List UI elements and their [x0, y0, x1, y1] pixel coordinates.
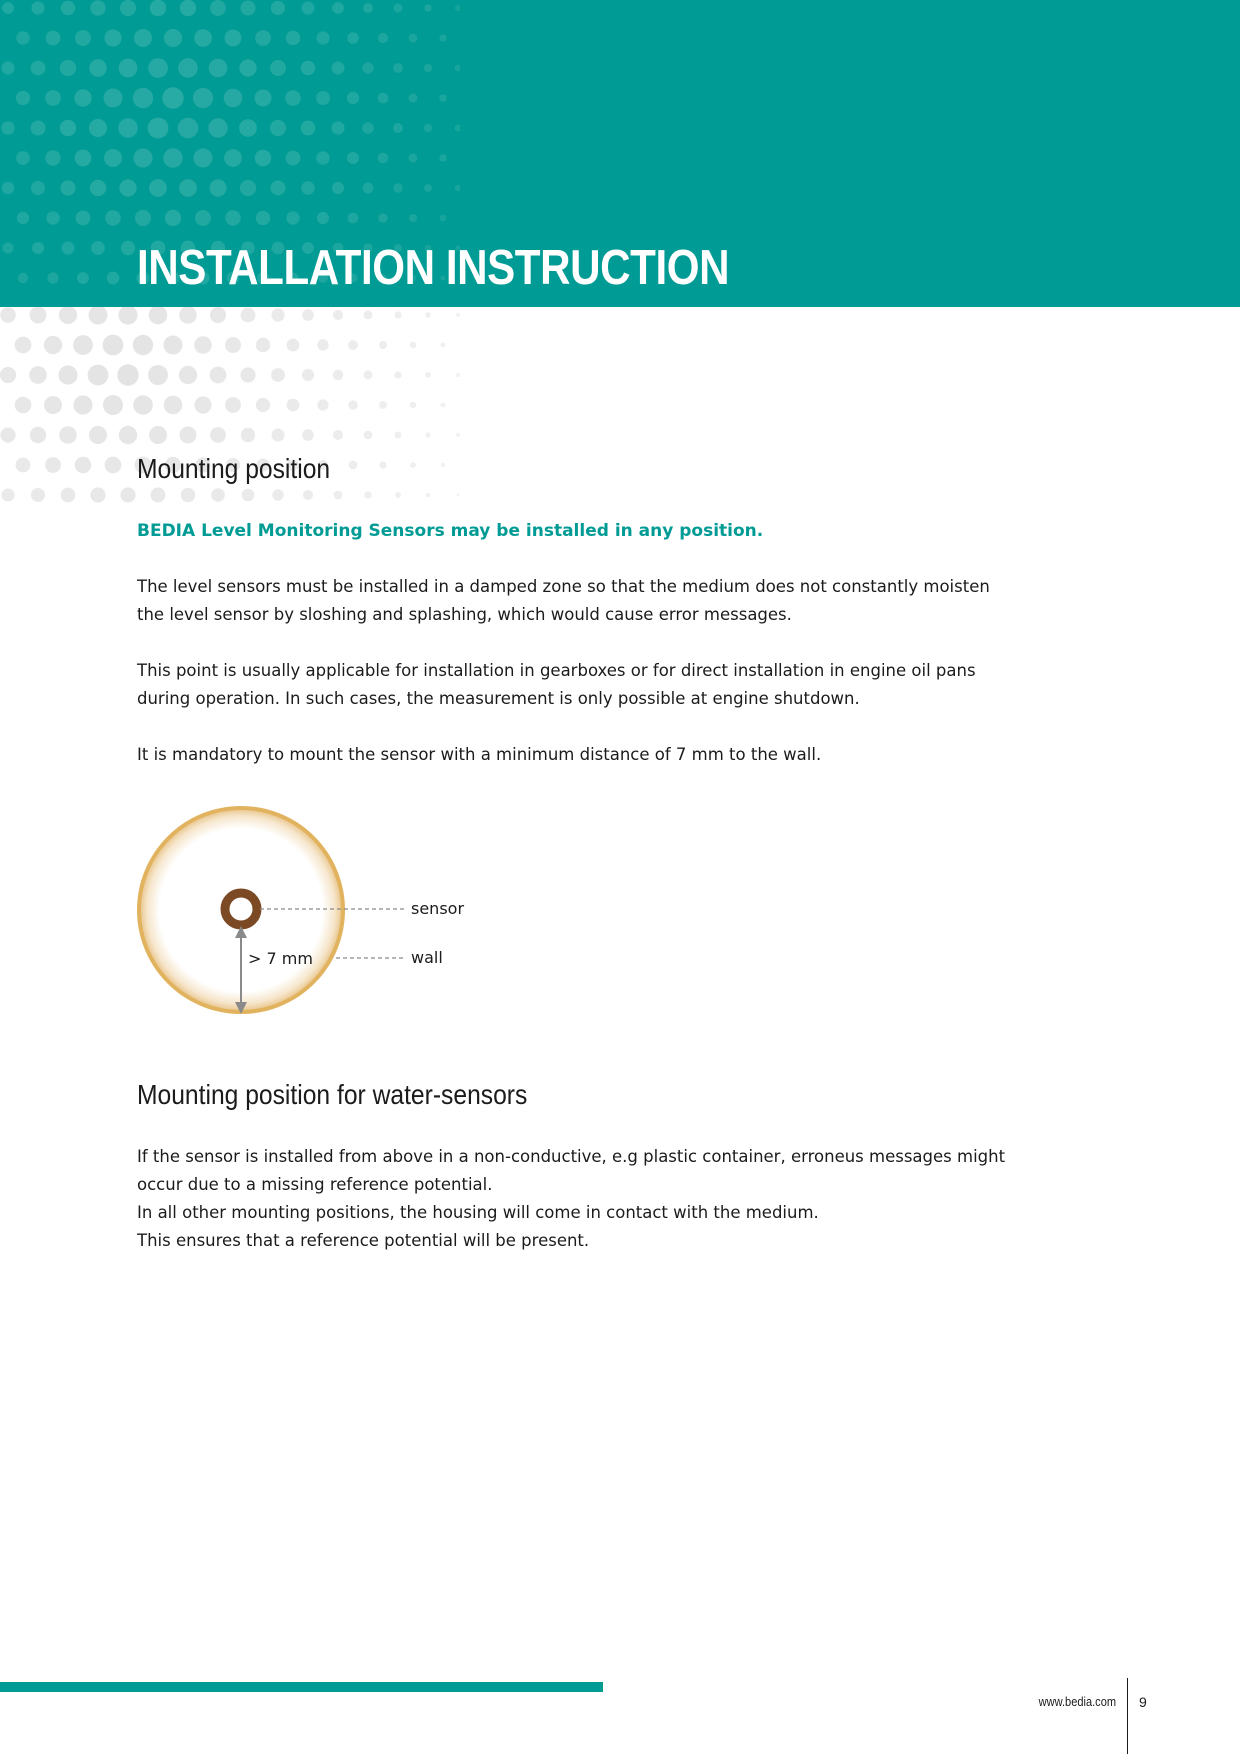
section-heading-water-sensors: Mounting position for water-sensors — [137, 1079, 528, 1110]
decorative-dot — [210, 427, 226, 443]
decorative-dot — [424, 64, 432, 72]
decorative-dot — [2, 489, 15, 502]
decorative-dot — [364, 311, 373, 320]
paragraph-minimum-distance: It is mandatory to mount the sensor with a minimum distance of 7 mm to the wall. — [137, 745, 822, 764]
paragraph-damped-zone: The level sensors must be installed in a damped zone so that the medium does not constantly moisten the level sensor by sloshing and splashing, which would cause error messages. — [137, 577, 990, 624]
decorative-dot — [378, 33, 388, 43]
decorative-dot — [119, 426, 137, 444]
sensor-ring — [225, 893, 257, 925]
decorative-dot — [286, 31, 301, 46]
decorative-dot — [362, 122, 374, 134]
decorative-dot — [61, 488, 76, 503]
decorative-dot — [301, 121, 316, 136]
decorative-dot — [394, 4, 403, 13]
decorative-dot — [393, 63, 403, 73]
decorative-dot — [409, 34, 418, 43]
decorative-dot — [29, 366, 47, 384]
decorative-dot — [149, 179, 167, 197]
sensor-label: sensor — [411, 899, 465, 918]
decorative-dot — [393, 183, 402, 192]
decorative-dot — [134, 29, 152, 47]
decorative-dot — [270, 120, 286, 136]
decorative-dot — [3, 243, 14, 254]
decorative-dot — [163, 148, 182, 167]
decorative-dot — [150, 0, 167, 16]
decorative-dot — [270, 60, 286, 76]
decorative-dot — [255, 90, 272, 107]
distance-label: > 7 mm — [248, 949, 313, 968]
decorative-dot — [119, 59, 138, 78]
decorative-dot — [408, 93, 417, 102]
decorative-dot — [441, 403, 446, 408]
footer-url[interactable]: www.bedia.com — [1038, 1694, 1116, 1709]
decorative-dot — [104, 29, 121, 46]
water-line-4: This ensures that a reference potential will be present. — [137, 1231, 590, 1250]
decorative-dot — [119, 179, 136, 196]
decorative-dot — [107, 272, 120, 285]
decorative-dot — [332, 182, 344, 194]
decorative-dot — [105, 210, 121, 226]
decorative-dot — [242, 489, 255, 502]
decorative-dot — [348, 400, 358, 410]
decorative-dot — [256, 338, 270, 352]
footer-accent-bar — [0, 1682, 603, 1692]
highlight-block — [137, 517, 1017, 545]
decorative-dot — [1, 61, 14, 74]
decorative-dot — [287, 399, 300, 412]
decorative-dot — [441, 343, 446, 348]
decorative-dot — [364, 431, 373, 440]
decorative-dot — [456, 433, 460, 437]
decorative-dot — [178, 118, 199, 139]
decorative-dot — [210, 367, 227, 384]
decorative-dot — [363, 183, 374, 194]
decorative-dot — [31, 121, 46, 136]
decorative-dot — [194, 29, 212, 47]
header-band — [0, 0, 1240, 307]
decorative-dot — [89, 59, 107, 77]
decorative-dot — [105, 457, 122, 474]
decorative-dot — [316, 91, 330, 105]
decorative-dot — [103, 335, 124, 356]
decorative-dot — [271, 181, 286, 196]
decorative-dot — [225, 397, 241, 413]
decorative-dot — [364, 491, 371, 498]
decorative-dot — [317, 212, 329, 224]
decorative-dot — [178, 58, 198, 78]
decorative-dot — [410, 402, 417, 409]
water-line-2: occur due to a missing reference potential. — [137, 1175, 493, 1194]
decorative-dot — [103, 395, 123, 415]
decorative-dot — [15, 337, 32, 354]
decorative-dot — [164, 336, 183, 355]
decorative-dot — [240, 367, 255, 382]
decorative-dot — [31, 488, 45, 502]
decorative-dot — [75, 150, 92, 167]
decorative-dot — [334, 491, 343, 500]
decorative-dot — [133, 335, 153, 355]
decorative-dot — [60, 120, 77, 137]
decorative-dot — [31, 61, 46, 76]
decorative-dot — [195, 210, 211, 226]
decorative-dot — [457, 494, 460, 497]
decorative-dot — [395, 432, 402, 439]
decorative-dot — [194, 149, 213, 168]
decorative-dot — [46, 211, 60, 225]
decorative-dot — [165, 210, 181, 226]
decorative-dot — [209, 179, 226, 196]
decorative-dot — [362, 62, 373, 73]
decorative-dot — [180, 0, 197, 16]
decorative-dot — [149, 426, 167, 444]
decorative-dot — [210, 307, 226, 323]
decorative-dot — [409, 154, 418, 163]
decorative-dot — [364, 371, 373, 380]
decorative-dot — [73, 395, 92, 414]
decorative-dot — [179, 366, 197, 384]
water-line-1: If the sensor is installed from above in a non-conductive, e.g plastic container, erroneus messages might — [137, 1147, 1006, 1166]
decorative-dot — [133, 148, 152, 167]
decorative-dot — [179, 307, 197, 324]
paragraph-block-3 — [137, 741, 1017, 769]
decorative-dot — [409, 214, 417, 222]
decorative-dot — [162, 87, 183, 108]
decorative-dot — [45, 150, 60, 165]
decorative-dot — [410, 342, 417, 349]
decorative-dot — [455, 65, 460, 72]
decorative-dot — [45, 90, 61, 106]
decorative-dot — [75, 457, 92, 474]
decorative-dot — [225, 30, 242, 47]
decorative-dot — [301, 61, 315, 75]
decorative-dot — [118, 307, 137, 325]
decorative-dot — [148, 58, 168, 78]
decorative-dot — [272, 429, 285, 442]
decorative-dot — [59, 307, 77, 324]
decorative-dot — [347, 32, 359, 44]
decorative-dot — [271, 308, 284, 321]
decorative-dot — [46, 31, 61, 46]
decorative-dot — [89, 307, 108, 325]
decorative-dot — [439, 94, 447, 102]
footer-divider — [1127, 1678, 1128, 1754]
decorative-dot — [439, 154, 446, 161]
decorative-dot — [117, 364, 138, 385]
decorative-dot — [332, 62, 345, 75]
decorative-dot — [425, 312, 431, 318]
decorative-dot — [120, 0, 136, 16]
decorative-dot — [225, 210, 240, 225]
decorative-dot — [394, 371, 401, 378]
decorative-dot — [135, 210, 151, 226]
decorative-dot — [378, 93, 389, 104]
decorative-dot — [440, 215, 447, 222]
decorative-dot — [0, 367, 16, 383]
decorative-dot — [90, 487, 105, 502]
decorative-dot — [426, 493, 431, 498]
decorative-dot — [301, 181, 315, 195]
decorative-dot — [240, 0, 255, 15]
decorative-dot — [2, 182, 15, 195]
decorative-dot — [2, 2, 14, 14]
decorative-dot — [16, 151, 30, 165]
decorative-dot — [317, 339, 328, 350]
decorative-dot — [61, 1, 75, 15]
decorative-dot — [209, 59, 228, 78]
decorative-dot — [89, 426, 107, 444]
decorative-dot — [455, 125, 460, 132]
section-water-sensors — [137, 1078, 1017, 1112]
decorative-dot — [164, 29, 182, 47]
paragraph-gearboxes: This point is usually applicable for installation in gearboxes or for direct installation in engine oil pans during operation. In such cases, the measurement is only possible at engine shutdown. — [137, 661, 976, 708]
decorative-dot — [348, 213, 359, 224]
decorative-dot — [133, 395, 153, 415]
decorative-dot — [104, 149, 122, 167]
decorative-dot — [285, 90, 301, 106]
decorative-dot — [91, 241, 105, 255]
decorative-dot — [271, 368, 285, 382]
water-sensors-text — [137, 1143, 1017, 1255]
decorative-dot — [0, 427, 15, 442]
decorative-dot — [332, 2, 344, 14]
decorative-dot — [133, 88, 153, 108]
decorative-dot — [379, 401, 387, 409]
decorative-dot — [60, 60, 76, 76]
decorative-dot — [256, 211, 271, 226]
mounting-distance-diagram — [130, 800, 470, 1020]
decorative-dot — [30, 307, 47, 324]
decorative-dot — [151, 488, 166, 503]
decorative-dot — [424, 184, 432, 192]
decorative-dot — [455, 185, 460, 191]
decorative-dot — [286, 211, 299, 224]
decorative-dot — [439, 34, 446, 41]
decorative-dot — [194, 336, 212, 354]
decorative-dot — [317, 399, 328, 410]
decorative-dot — [455, 5, 460, 11]
decorative-dot — [31, 181, 45, 195]
decorative-dot — [393, 123, 403, 133]
decorative-dot — [32, 242, 44, 254]
decorative-dot — [241, 308, 256, 323]
decorative-dot — [44, 336, 62, 354]
decorative-dot — [180, 427, 197, 444]
decorative-dot — [333, 310, 343, 320]
decorative-dot — [379, 341, 387, 349]
decorative-dot — [302, 309, 314, 321]
decorative-dot — [316, 31, 329, 44]
decorative-dot — [89, 119, 107, 137]
decorative-dot — [394, 311, 401, 318]
decorative-dot — [302, 2, 315, 15]
decorative-dot — [76, 211, 91, 226]
decorative-dot — [47, 272, 58, 283]
decorative-dot — [73, 335, 93, 355]
decorative-dot — [286, 151, 301, 166]
decorative-dot — [90, 0, 105, 15]
decorative-dot — [424, 4, 431, 11]
decorative-dot — [333, 370, 344, 381]
decorative-dot — [44, 396, 62, 414]
decorative-dot — [104, 89, 123, 108]
decorative-dot — [239, 59, 256, 76]
section-heading-mounting-position: Mounting position — [137, 453, 331, 484]
decorative-dot — [239, 119, 257, 137]
decorative-dot — [425, 432, 430, 437]
decorative-dot — [378, 153, 389, 164]
decorative-dot — [118, 118, 138, 138]
decorative-dot — [60, 180, 75, 195]
decorative-dot — [241, 428, 255, 442]
decorative-dot — [224, 89, 243, 108]
highlight-text: BEDIA Level Monitoring Sensors may be installed in any position. — [137, 521, 764, 541]
decorative-dot — [75, 30, 91, 46]
decorative-dot — [225, 337, 241, 353]
decorative-dot — [149, 307, 168, 324]
decorative-dot — [303, 490, 313, 500]
decorative-dot — [88, 365, 109, 386]
decorative-dot — [363, 3, 373, 13]
decorative-dot — [347, 152, 359, 164]
decorative-dot — [16, 31, 29, 44]
decorative-dot — [255, 150, 272, 167]
paragraph-block-1 — [137, 573, 1017, 629]
decorative-dot — [395, 492, 401, 498]
water-line-3: In all other mounting positions, the housing will come in contact with the medium. — [137, 1203, 819, 1222]
page-number: 9 — [1139, 1694, 1147, 1710]
decorative-dot — [271, 1, 285, 15]
decorative-dot — [193, 88, 213, 108]
decorative-dot — [348, 340, 358, 350]
decorative-dot — [424, 124, 432, 132]
decorative-dot — [211, 488, 225, 502]
page-title: INSTALLATION INSTRUCTION — [137, 241, 730, 295]
decorative-dot — [58, 365, 77, 384]
decorative-dot — [208, 118, 227, 137]
decorative-dot — [302, 369, 314, 381]
decorative-dot — [287, 339, 300, 352]
decorative-dot — [18, 273, 28, 283]
decorative-dot — [16, 458, 31, 473]
decorative-dot — [333, 430, 343, 440]
decorative-dot — [90, 180, 106, 196]
decorative-dot — [255, 30, 271, 46]
decorative-dot — [181, 488, 195, 502]
decorative-dot — [31, 1, 44, 14]
paragraph-block-2 — [137, 657, 1017, 713]
decorative-dot — [148, 118, 169, 139]
decorative-dot — [256, 398, 270, 412]
decorative-dot — [194, 396, 211, 413]
decorative-dot — [0, 307, 16, 323]
decorative-dot — [302, 429, 314, 441]
decorative-dot — [316, 151, 330, 165]
decorative-dot — [148, 365, 168, 385]
decorative-dot — [425, 372, 431, 378]
decorative-dot — [378, 213, 387, 222]
decorative-dot — [1, 121, 14, 134]
decorative-dot — [62, 242, 75, 255]
decorative-dot — [456, 313, 460, 317]
decorative-dot — [272, 489, 283, 500]
decorative-dot — [45, 457, 61, 473]
decorative-dot — [164, 396, 183, 415]
decorative-dot — [77, 272, 89, 284]
decorative-dot — [331, 121, 344, 134]
section-mounting-position — [137, 452, 1017, 486]
decorative-dot — [347, 92, 359, 104]
decorative-dot — [179, 179, 197, 197]
decorative-dot — [210, 0, 226, 16]
decorative-dot — [17, 212, 29, 224]
decorative-dot — [59, 426, 77, 444]
decorative-dot — [240, 180, 256, 196]
decorative-dot — [224, 149, 242, 167]
decorative-dot — [16, 91, 30, 105]
decorative-dot — [15, 397, 32, 414]
decorative-dot — [30, 427, 46, 443]
decorative-dot — [121, 241, 135, 255]
wall-label: wall — [411, 948, 443, 967]
decorative-dot — [74, 89, 91, 106]
decorative-dot — [456, 373, 460, 377]
decorative-dot — [120, 487, 135, 502]
